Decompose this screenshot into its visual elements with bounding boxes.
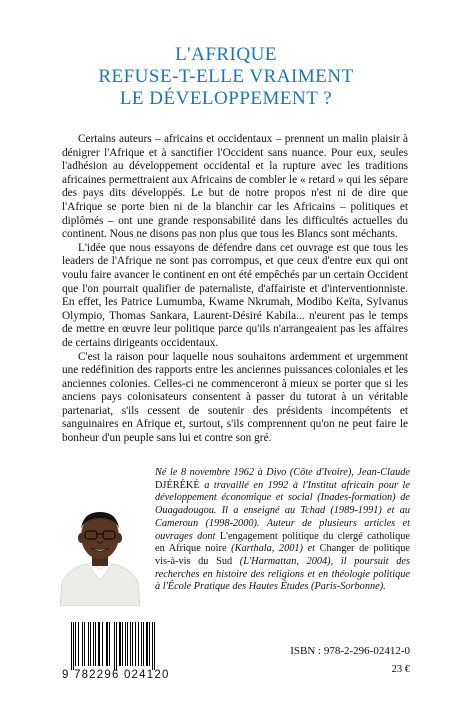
barcode-bar <box>125 622 126 666</box>
book-title <box>40 44 412 110</box>
barcode-guard-bar <box>152 622 153 670</box>
price: 23 € <box>391 664 410 675</box>
summary-paragraph-1: Certains auteurs – africains et occidentaux – prennent un malin plaisir à dénigrer l'Afrique et à sanctifier l'Occident sans nuance. Pour eux, seules l'adhésion au développement occidental et la rupture avec les traditions africaines permettraient aux Africains de combler le « retard » qui les sépare des pays dits développés. Le but de notre propos n'est ni de dire que l'Afrique se porte bien ni de la blanchir car les Africains – politiques et diplômés – ont une grande responsabilité dans les difficultés actuelles du continent. Nous ne disons pas non plus que tous les Blancs sont méchants. <box>62 133 408 241</box>
barcode-bar <box>141 622 142 666</box>
bio-text-2: a travaillé en 1992 à l'Institut africain pour le développement économique et social (Inades-formation) de Ouagadougou. Il a enseigné au Tchad (1989-1991) et au Cameroun (1998-2000). Auteur de plusieurs articles et ouvrages dont <box>155 479 410 542</box>
barcode-bar <box>143 622 144 666</box>
barcode-icon <box>62 622 192 670</box>
bio-text-1: Né le 8 novembre 1962 à Divo (Côte d'Ivoire), Jean-Claude <box>155 467 410 478</box>
barcode-bar <box>102 622 103 666</box>
barcode-bar <box>119 622 121 666</box>
barcode-bar <box>122 622 123 666</box>
bio-text-4: (L'Harmattan, 2004), il poursuit des recherches en histoire des religions et en théologie politique à l'École Pratique des Hautes Études (Paris-Sorbonne). <box>155 555 410 593</box>
barcode-guard-bar <box>154 622 155 670</box>
barcode-bar <box>149 622 150 666</box>
bio-book-title-1: L'engagement politique du clergé catholique en Afrique noire <box>155 530 410 555</box>
barcode-bar <box>88 622 89 666</box>
bio-text-3: (Karthala, 2001) et <box>231 543 320 555</box>
title-line-1: L'AFRIQUE <box>175 44 277 65</box>
barcode-bar <box>90 622 91 666</box>
barcode-guard-bar <box>116 622 117 670</box>
barcode-guard-bar <box>73 622 74 670</box>
barcode-bar <box>127 622 128 666</box>
author-photo <box>60 502 140 606</box>
barcode-bar <box>106 622 108 666</box>
barcode-bar <box>135 622 136 666</box>
barcode-guard-bar <box>114 622 115 670</box>
barcode-bar <box>146 622 148 666</box>
barcode-bar <box>98 622 100 666</box>
barcode-bar <box>93 622 94 666</box>
barcode-number: 9 782296 024120 <box>62 669 170 681</box>
bio-author-surname: DJÉRÉKÉ <box>155 479 200 491</box>
barcode-bar <box>95 622 96 666</box>
isbn-number: ISBN : 978-2-296-02412-0 <box>290 645 410 657</box>
bio-book-title-2: Changer de politique vis-à-vis du Sud <box>155 543 411 567</box>
barcode-guard-bar <box>71 622 72 670</box>
author-portrait-icon <box>60 502 140 606</box>
barcode-bar <box>78 622 79 666</box>
barcode-bar <box>82 622 83 666</box>
barcode-bar <box>109 622 110 666</box>
title-line-2: REFUSE-T-ELLE VRAIMENT <box>98 66 354 87</box>
barcode-bar <box>84 622 85 666</box>
author-bio <box>155 467 410 594</box>
barcode-bar <box>75 622 76 666</box>
summary-paragraph-2: L'idée que nous essayons de défendre dans cet ouvrage est que tous les leaders de l'Afrique ne sont pas corrompus, et que ceux d'entre eux qui ont voulu faire avancer le continent en ont été empêchés par un certain Occident que l'on pourrait qualifier de paternaliste, d'affairiste et d'interventionniste. En effet, les Patrice Lumumba, Kwame Nkrumah, Modibo Keïta, Sylvanus Olympio, Thomas Sankara, Laurent-Désiré Kabila... n'eurent pas le temps de mettre en œuvre leur politique parce qu'ils n'arrangeaient pas les affaires de certains dirigeants occidentaux. <box>62 241 408 349</box>
summary-paragraph-3: C'est la raison pour laquelle nous souhaitons ardemment et urgemment une redéfinition des rapports entre les anciennes puissances coloniales et les anciennes colonies. Celles-ci ne commenceront à mieux se porter que si les anciens pays colonisateurs consentent à passer du tutorat à un véritable partenariat, s'ils cessent de soutenir des présidents incompétents et sanguinaires en Afrique et, surtout, s'ils comprennent qu'on ne peut faire le bonheur d'un peuple sans lui et contre son gré. <box>62 350 408 445</box>
barcode-bar <box>130 622 131 666</box>
barcode-bar <box>132 622 133 666</box>
title-line-3: LE DÉVELOPPEMENT ? <box>119 88 333 109</box>
barcode-bar <box>138 622 139 666</box>
back-cover-summary <box>62 133 408 446</box>
